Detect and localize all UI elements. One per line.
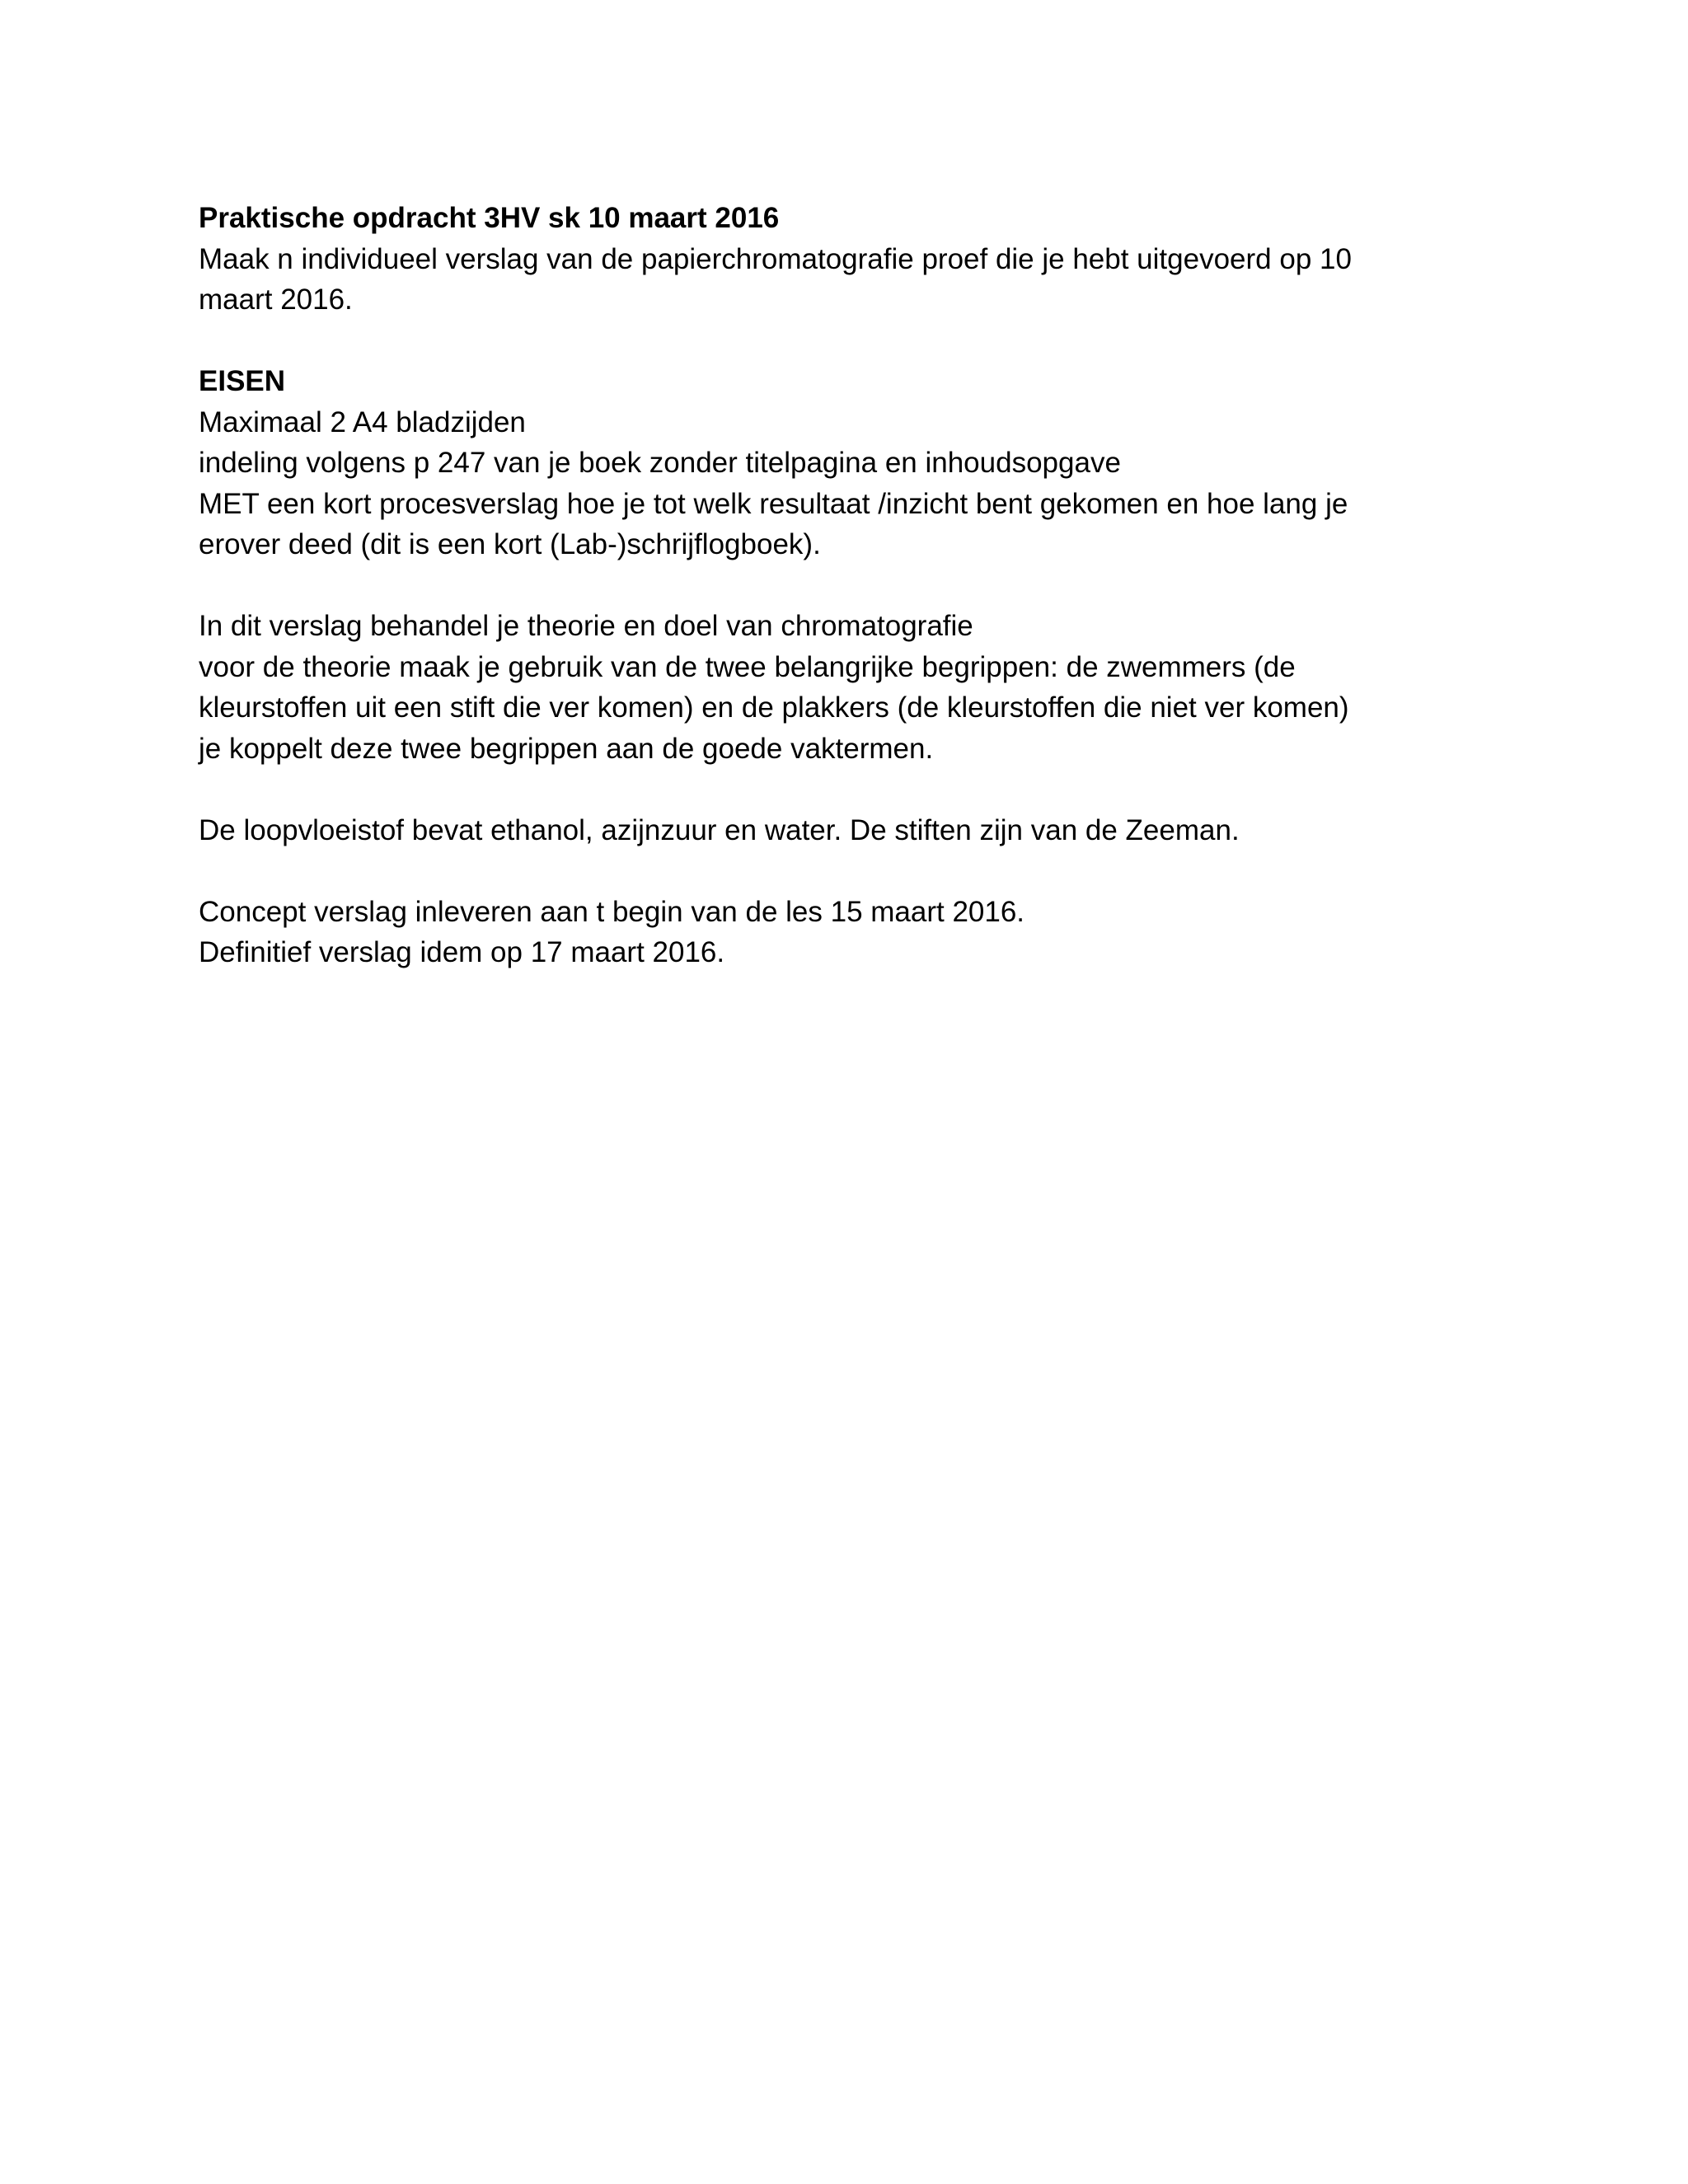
deadline-line: Concept verslag inleveren aan t begin van de les 15 maart 2016. xyxy=(199,895,1025,928)
document-title: Praktische opdracht 3HV sk 10 maart 2016 xyxy=(199,202,780,234)
theory-line: kleurstoffen uit een stift die ver komen) en de plakkers (de kleurstoffen die niet ver komen) xyxy=(199,691,1349,724)
paragraph-spacer xyxy=(199,565,1435,607)
requirement-line: erover deed (dit is een kort (Lab-)schrijflogboek). xyxy=(199,528,821,560)
requirement-line: indeling volgens p 247 van je boek zonder titelpagina en inhoudsopgave xyxy=(199,447,1121,479)
document-body xyxy=(199,198,1435,973)
paragraph-spacer xyxy=(199,321,1435,362)
paragraph-spacer xyxy=(199,851,1435,892)
materials-line: De loopvloeistof bevat ethanol, azijnzuur en water. De stiften zijn van de Zeeman. xyxy=(199,813,1240,846)
paragraph-spacer xyxy=(199,769,1435,810)
theory-line: voor de theorie maak je gebruik van de twee belangrijke begrippen: de zwemmers (de xyxy=(199,650,1296,683)
requirements-heading: EISEN xyxy=(199,365,286,397)
requirement-line: Maximaal 2 A4 bladzijden xyxy=(199,405,526,438)
intro-line: maart 2016. xyxy=(199,284,353,316)
intro-line: Maak n individueel verslag van de papierchromatografie proef die je hebt uitgevoerd op 10 xyxy=(199,242,1352,275)
deadline-line: Definitief verslag idem op 17 maart 2016. xyxy=(199,936,725,968)
theory-line: je koppelt deze twee begrippen aan de goede vaktermen. xyxy=(199,732,934,765)
theory-line: In dit verslag behandel je theorie en doel van chromatografie xyxy=(199,610,973,642)
requirement-line: MET een kort procesverslag hoe je tot welk resultaat /inzicht bent gekomen en hoe lang je xyxy=(199,487,1348,520)
